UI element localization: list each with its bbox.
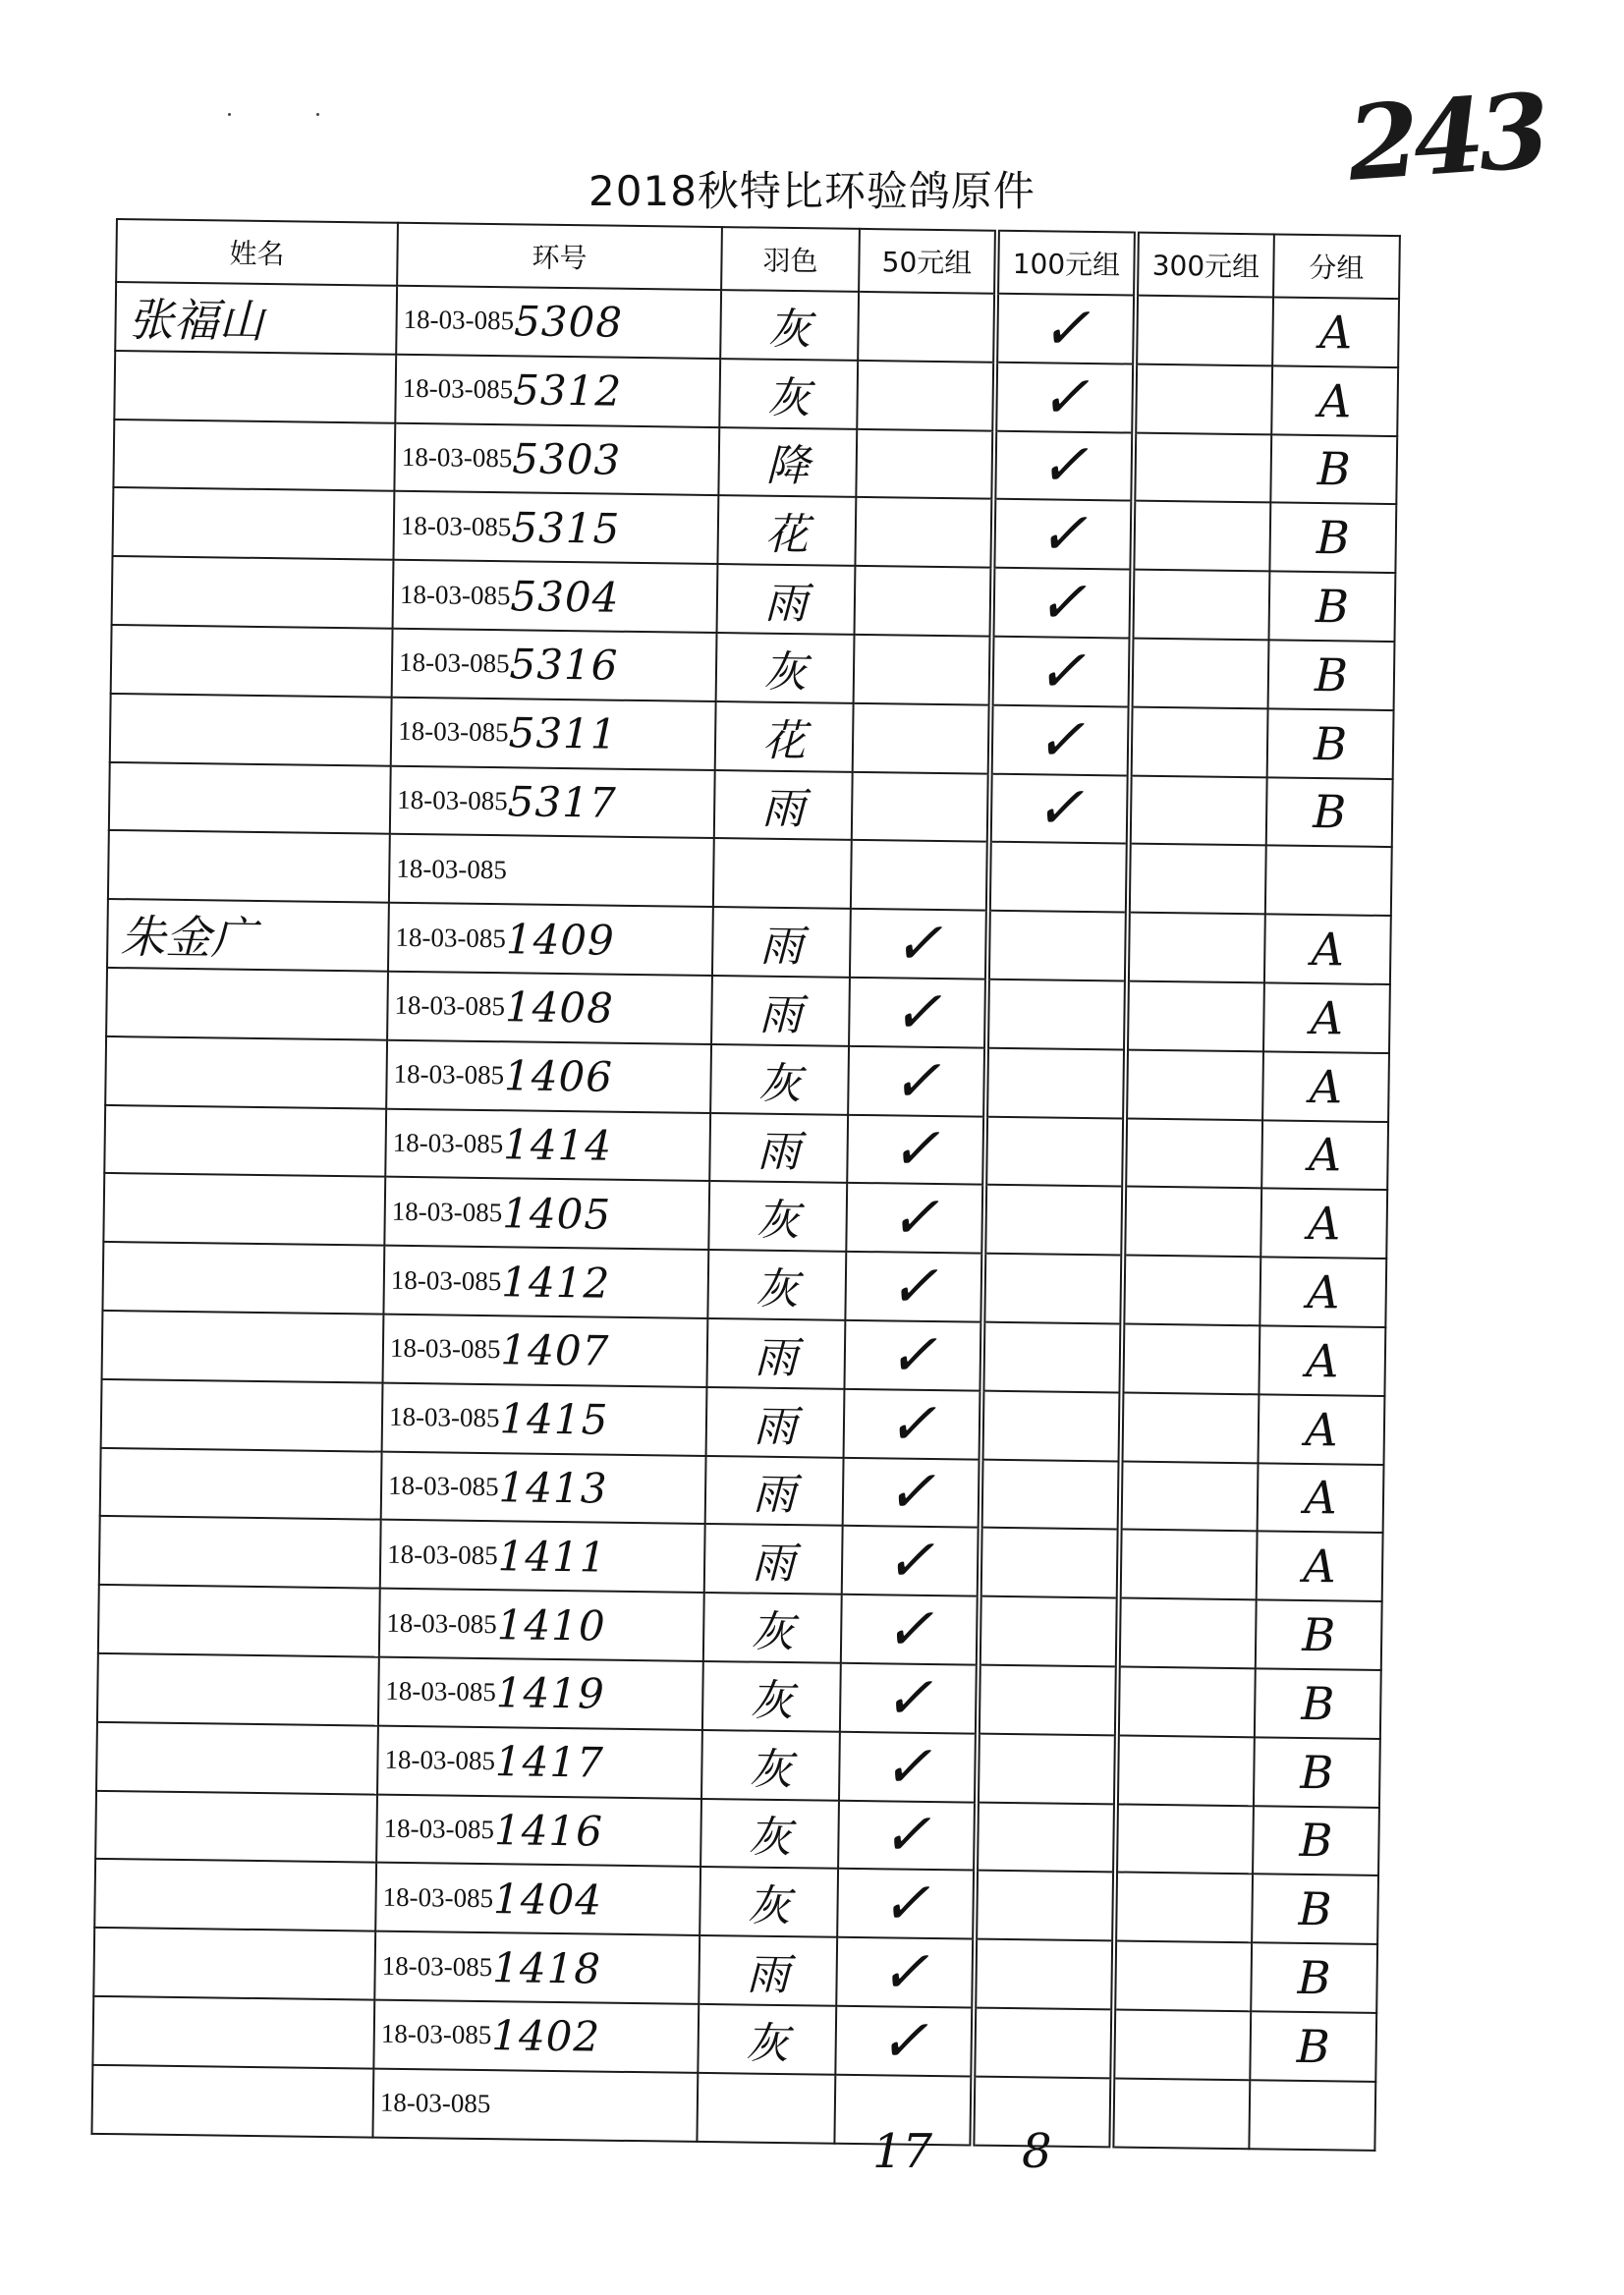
grouping-cell: A xyxy=(1260,1257,1386,1326)
feather-color-cell: 雨 xyxy=(714,770,853,841)
feather-color-cell: 雨 xyxy=(717,564,856,635)
ring-number-cell xyxy=(385,1108,710,1181)
group-50-check-cell: ✓ xyxy=(844,1389,982,1460)
group-300-check-cell xyxy=(1112,2009,1251,2080)
group-50-check-cell: ✓ xyxy=(846,1183,984,1254)
owner-name-cell xyxy=(92,1996,374,2069)
ring-suffix-handwritten: 1404 xyxy=(492,1874,603,1925)
ring-suffix-handwritten: 1410 xyxy=(496,1599,606,1651)
owner-name-cell xyxy=(99,1516,381,1589)
group-100-check-cell: ✓ xyxy=(995,294,1136,364)
group-100-check-cell xyxy=(981,1390,1122,1461)
owner-name-cell: 朱金广 xyxy=(107,899,389,972)
group-100-check-cell: ✓ xyxy=(994,363,1135,433)
group-300-check-cell xyxy=(1121,1323,1260,1394)
group-50-check-cell: ✓ xyxy=(836,1937,975,2008)
group-300-check-cell xyxy=(1120,1461,1259,1532)
owner-name-cell xyxy=(100,1447,382,1520)
grouping-cell: B xyxy=(1270,434,1397,504)
ring-prefix: 18-03-085 xyxy=(396,853,508,885)
owner-name-cell xyxy=(105,1036,387,1109)
ring-suffix-handwritten: 1417 xyxy=(494,1737,605,1787)
grouping-cell: A xyxy=(1259,1325,1385,1395)
group-100-check-cell xyxy=(981,1322,1122,1393)
ring-number-cell xyxy=(379,1589,704,1661)
group-300-check-cell xyxy=(1118,1598,1257,1669)
feather-color-cell: 灰 xyxy=(719,359,858,429)
group-50-check-cell: ✓ xyxy=(850,909,988,980)
ring-number-cell xyxy=(392,629,717,701)
ring-number-cell xyxy=(391,697,716,769)
ring-number-cell xyxy=(381,1451,706,1524)
ring-number-cell xyxy=(374,1931,700,2004)
group-100-check-cell xyxy=(974,1939,1114,2010)
feather-color-cell: 灰 xyxy=(703,1593,842,1663)
group-100-check-cell xyxy=(979,1596,1119,1667)
grouping-cell: A xyxy=(1271,365,1398,435)
ring-prefix: 18-03-085 xyxy=(382,1881,494,1913)
ring-suffix-handwritten: 5312 xyxy=(512,365,623,416)
group-300-check-cell xyxy=(1129,775,1267,846)
group-100-check-cell xyxy=(976,1802,1116,1873)
group-50-check-cell: ✓ xyxy=(840,1663,979,1734)
feather-color-cell: 降 xyxy=(718,427,857,498)
feather-color-cell: 花 xyxy=(715,701,854,772)
grouping-cell: B xyxy=(1255,1668,1381,1738)
ring-number-cell xyxy=(394,422,719,495)
group-300-check-cell xyxy=(1131,570,1269,641)
ring-number-cell xyxy=(376,1794,701,1867)
header-feather-color: 羽色 xyxy=(721,227,860,292)
group-300-check-cell xyxy=(1119,1530,1258,1600)
group-50-check-cell xyxy=(855,566,993,637)
header-grouping: 分组 xyxy=(1273,234,1400,299)
header-300-group: 300元组 xyxy=(1136,233,1274,298)
ring-prefix: 18-03-085 xyxy=(381,1950,493,1982)
group-50-check-cell: ✓ xyxy=(847,1114,985,1185)
ring-prefix: 18-03-085 xyxy=(400,510,512,542)
feather-color-cell: 灰 xyxy=(708,1181,847,1252)
ring-number-cell xyxy=(387,972,712,1044)
ring-suffix-handwritten: 1418 xyxy=(491,1942,602,1993)
grouping-cell: B xyxy=(1269,503,1396,573)
feather-color-cell: 雨 xyxy=(706,1318,845,1389)
grouping-cell: B xyxy=(1251,1942,1377,2012)
owner-name-cell xyxy=(108,830,390,903)
ring-prefix: 18-03-085 xyxy=(390,1264,502,1296)
ring-suffix-handwritten: 1402 xyxy=(490,2011,601,2061)
group-300-check-cell xyxy=(1117,1666,1256,1737)
feather-color-cell: 花 xyxy=(717,495,856,566)
group-300-check-cell xyxy=(1125,1049,1263,1120)
ring-suffix-handwritten: 1407 xyxy=(500,1325,610,1376)
group-300-check-cell xyxy=(1126,981,1264,1052)
group-50-check-cell: ✓ xyxy=(848,1046,986,1117)
header-name: 姓名 xyxy=(116,219,398,286)
group-50-check-cell: ✓ xyxy=(844,1320,982,1391)
group-50-check-cell xyxy=(853,703,991,774)
feather-color-cell xyxy=(713,838,852,909)
group-100-check-cell xyxy=(982,1254,1123,1324)
group-100-check-cell: ✓ xyxy=(990,704,1131,775)
ring-suffix-handwritten: 1416 xyxy=(493,1806,604,1856)
grouping-cell: B xyxy=(1256,1599,1382,1669)
ring-suffix-handwritten: 5317 xyxy=(507,777,617,827)
grouping-cell: B xyxy=(1267,708,1394,778)
grouping-cell: B xyxy=(1250,2011,1376,2081)
ring-suffix-handwritten: 5315 xyxy=(511,503,621,553)
ring-suffix-handwritten: 5311 xyxy=(508,708,618,758)
ring-prefix: 18-03-085 xyxy=(402,373,514,405)
grouping-cell: B xyxy=(1268,640,1395,709)
group-300-check-cell xyxy=(1135,296,1273,366)
feather-color-cell: 灰 xyxy=(702,1661,841,1732)
ring-number-cell xyxy=(395,355,720,427)
ring-prefix: 18-03-085 xyxy=(395,922,507,953)
ring-prefix: 18-03-085 xyxy=(393,1058,505,1091)
grouping-cell: A xyxy=(1258,1463,1384,1533)
feather-color-cell: 雨 xyxy=(705,1456,844,1527)
ring-prefix: 18-03-085 xyxy=(392,1127,504,1159)
group-50-check-cell: ✓ xyxy=(845,1252,983,1322)
grouping-cell xyxy=(1249,2080,1375,2150)
ring-number-cell xyxy=(373,2000,699,2073)
group-300-check-cell xyxy=(1113,1941,1252,2012)
owner-name-cell xyxy=(111,625,393,698)
ring-prefix: 18-03-085 xyxy=(379,2087,491,2119)
ring-prefix: 18-03-085 xyxy=(399,579,511,610)
scan-dot xyxy=(228,113,231,116)
ring-number-cell xyxy=(384,1177,709,1250)
grouping-cell: A xyxy=(1257,1532,1383,1601)
feather-color-cell: 雨 xyxy=(712,907,851,978)
group-100-check-cell: ✓ xyxy=(989,773,1130,844)
group-50-check-cell xyxy=(851,840,989,911)
group-100-check-cell xyxy=(980,1459,1121,1530)
owner-name-cell xyxy=(101,1379,383,1452)
group-100-check-cell xyxy=(986,980,1127,1050)
header-100-group: 100元组 xyxy=(996,231,1137,296)
group-50-check-cell: ✓ xyxy=(843,1457,981,1528)
group-100-check-cell xyxy=(973,2008,1113,2079)
group-300-check-cell xyxy=(1132,501,1270,572)
grouping-cell: A xyxy=(1261,1120,1388,1190)
feather-color-cell: 灰 xyxy=(707,1250,846,1320)
ring-suffix-handwritten: 1408 xyxy=(504,982,615,1034)
group-50-check-cell: ✓ xyxy=(837,1869,976,1939)
owner-name-cell xyxy=(103,1173,385,1246)
grouping-cell: A xyxy=(1264,915,1391,984)
ring-number-cell xyxy=(375,1863,700,1935)
group-50-check-cell xyxy=(854,635,992,705)
ring-suffix-handwritten: 1412 xyxy=(501,1257,611,1308)
ring-suffix-handwritten: 5316 xyxy=(509,640,619,691)
feather-color-cell: 雨 xyxy=(706,1387,845,1458)
group-300-check-cell xyxy=(1116,1735,1255,1806)
ring-prefix: 18-03-085 xyxy=(386,1607,497,1639)
feather-color-cell: 灰 xyxy=(710,1044,849,1115)
feather-color-cell: 灰 xyxy=(700,1798,839,1869)
owner-name-cell xyxy=(94,1859,376,1931)
group-100-check-cell xyxy=(975,1871,1115,1941)
ring-suffix-handwritten: 1406 xyxy=(503,1051,614,1101)
group-300-check-cell xyxy=(1111,2078,1250,2149)
feather-color-cell: 灰 xyxy=(701,1730,840,1801)
group-50-check-cell xyxy=(855,497,993,568)
ring-suffix-handwritten: 1413 xyxy=(498,1463,608,1513)
owner-name-cell xyxy=(98,1585,380,1657)
owner-name-cell xyxy=(110,694,392,766)
group-100-check-cell xyxy=(978,1665,1118,1736)
ring-number-cell xyxy=(386,1039,711,1112)
ring-suffix-handwritten: 5308 xyxy=(513,297,624,348)
ring-suffix-handwritten: 1414 xyxy=(502,1120,613,1170)
ring-number-cell xyxy=(372,2068,698,2141)
ring-number-cell xyxy=(389,834,714,907)
group-300-check-cell xyxy=(1121,1392,1260,1463)
group-300-check-cell xyxy=(1128,844,1266,915)
group-300-check-cell xyxy=(1133,432,1271,503)
document-title: 2018秋特比环验鸽原件 xyxy=(588,167,1036,215)
group-50-check-cell: ✓ xyxy=(842,1526,980,1596)
ring-prefix: 18-03-085 xyxy=(388,1401,500,1433)
owner-name-cell xyxy=(112,487,394,560)
grouping-cell xyxy=(1265,846,1392,916)
ring-number-cell xyxy=(378,1657,703,1730)
owner-name-cell xyxy=(106,968,388,1040)
grouping-cell: A xyxy=(1272,297,1399,366)
group-100-check-cell: ✓ xyxy=(993,430,1134,501)
owner-name-cell xyxy=(95,1790,377,1863)
group-50-check-cell: ✓ xyxy=(838,1800,977,1871)
group-100-check-cell: ✓ xyxy=(992,568,1133,639)
owner-name-cell xyxy=(93,1928,375,2000)
grouping-cell: B xyxy=(1268,572,1395,642)
owner-name-cell xyxy=(97,1653,379,1726)
group-100-check-cell: ✓ xyxy=(992,499,1133,570)
ring-number-cell xyxy=(390,765,715,838)
owner-name-cell xyxy=(96,1722,378,1795)
owner-name-cell xyxy=(102,1242,384,1315)
group-300-check-cell xyxy=(1134,364,1272,434)
group-50-check-cell: ✓ xyxy=(849,978,987,1048)
ring-number-cell xyxy=(383,1246,708,1318)
ring-prefix: 18-03-085 xyxy=(394,990,506,1022)
feather-color-cell: 灰 xyxy=(716,633,855,703)
group-100-check-cell xyxy=(985,1047,1126,1118)
feather-color-cell: 雨 xyxy=(699,1935,837,2006)
group-100-check-cell xyxy=(987,911,1128,981)
ring-prefix: 18-03-085 xyxy=(384,1744,496,1776)
group-100-check-cell xyxy=(988,842,1129,913)
group-300-check-cell xyxy=(1131,639,1269,709)
grouping-cell: A xyxy=(1260,1189,1387,1259)
feather-color-cell: 灰 xyxy=(700,1867,838,1937)
header-50-group: 50元组 xyxy=(859,229,997,294)
owner-name-cell xyxy=(109,762,391,835)
ring-number-cell xyxy=(393,560,718,633)
scan-dot xyxy=(316,113,319,116)
ring-prefix: 18-03-085 xyxy=(397,784,508,816)
group-100-check-cell: ✓ xyxy=(991,637,1132,707)
group-300-check-cell xyxy=(1124,1118,1262,1189)
ring-prefix: 18-03-085 xyxy=(380,2019,492,2050)
feather-color-cell xyxy=(697,2073,835,2144)
ring-number-cell xyxy=(396,286,721,359)
group-100-check-cell xyxy=(983,1185,1124,1256)
header-ring-number: 环号 xyxy=(397,223,722,290)
group-300-check-cell xyxy=(1130,706,1268,777)
ring-prefix: 18-03-085 xyxy=(401,441,513,474)
ring-prefix: 18-03-085 xyxy=(387,1539,498,1570)
group-50-check-cell: ✓ xyxy=(841,1595,980,1665)
grouping-cell: B xyxy=(1252,1875,1378,1944)
feather-color-cell: 雨 xyxy=(709,1113,848,1184)
ring-suffix-handwritten: 1409 xyxy=(505,914,616,965)
group-300-check-cell xyxy=(1122,1256,1260,1326)
ring-prefix: 18-03-085 xyxy=(397,715,509,748)
group-300-check-cell xyxy=(1114,1873,1253,1943)
feather-color-cell: 灰 xyxy=(698,2004,836,2075)
ring-prefix: 18-03-085 xyxy=(403,305,515,336)
total-100-group: 8 xyxy=(1022,2124,1052,2179)
total-50-group: 17 xyxy=(872,2124,933,2179)
group-50-check-cell xyxy=(857,361,995,431)
ring-prefix: 18-03-085 xyxy=(385,1676,497,1707)
group-50-check-cell: ✓ xyxy=(835,2006,974,2077)
grouping-cell: B xyxy=(1253,1806,1379,1875)
ring-suffix-handwritten: 1415 xyxy=(499,1394,609,1444)
ring-number-cell xyxy=(382,1382,707,1455)
owner-name-cell xyxy=(112,556,394,629)
ring-number-cell xyxy=(383,1315,708,1387)
owner-name-cell xyxy=(104,1104,386,1177)
group-50-check-cell xyxy=(852,771,990,842)
group-50-check-cell: ✓ xyxy=(839,1732,978,1803)
group-50-check-cell xyxy=(856,428,994,499)
pigeon-ring-table xyxy=(90,218,1400,2151)
handwritten-page-number: 243 xyxy=(1343,70,1548,204)
ring-number-cell xyxy=(377,1725,702,1798)
group-100-check-cell xyxy=(980,1528,1120,1598)
grouping-cell: A xyxy=(1259,1394,1385,1464)
ring-prefix: 18-03-085 xyxy=(391,1196,503,1227)
ring-prefix: 18-03-085 xyxy=(383,1813,495,1845)
ring-number-cell xyxy=(380,1520,705,1593)
grouping-cell: B xyxy=(1254,1737,1380,1807)
ring-suffix-handwritten: 1419 xyxy=(495,1668,606,1718)
owner-name-cell xyxy=(102,1311,384,1383)
ring-prefix: 18-03-085 xyxy=(387,1470,499,1502)
grouping-cell: A xyxy=(1263,982,1390,1052)
grouping-cell: A xyxy=(1262,1051,1389,1121)
ring-number-cell xyxy=(388,903,713,976)
group-300-check-cell xyxy=(1127,913,1265,983)
ring-suffix-handwritten: 1405 xyxy=(501,1188,612,1239)
ring-suffix-handwritten: 5304 xyxy=(510,571,620,622)
group-300-check-cell xyxy=(1123,1187,1261,1258)
ring-prefix: 18-03-085 xyxy=(389,1333,501,1365)
group-100-check-cell xyxy=(984,1116,1125,1187)
group-50-check-cell xyxy=(858,292,996,363)
feather-color-cell: 雨 xyxy=(711,976,850,1046)
group-300-check-cell xyxy=(1115,1804,1254,1875)
group-100-check-cell xyxy=(977,1733,1117,1804)
ring-number-cell xyxy=(393,491,718,564)
ring-suffix-handwritten: 5303 xyxy=(511,434,622,484)
owner-name-cell xyxy=(114,351,396,423)
ring-prefix: 18-03-085 xyxy=(398,647,510,679)
owner-name-cell xyxy=(91,2065,373,2138)
owner-name-cell: 张福山 xyxy=(115,282,397,355)
owner-name-cell xyxy=(113,420,395,492)
grouping-cell: B xyxy=(1266,777,1393,847)
feather-color-cell: 雨 xyxy=(704,1524,843,1595)
feather-color-cell: 灰 xyxy=(720,290,859,361)
ring-suffix-handwritten: 1411 xyxy=(497,1531,607,1582)
